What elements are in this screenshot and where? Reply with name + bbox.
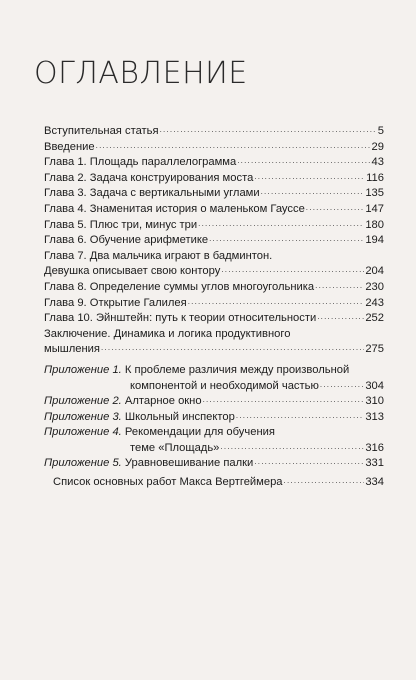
toc-entry-introduction[interactable]: Введение . . . 29 [44,140,384,156]
page-number: 252 [365,312,384,325]
page-number: 204 [365,265,384,278]
toc-entry-chapter-2[interactable]: Глава 2. Задача конструирования моста . . . 116 [44,171,384,187]
page-number: 230 [365,280,384,293]
toc-entry-chapter-7[interactable]: Глава 7. Два мальчика играют в бадминтон. Девушка описывает свою контору . . . 204 [44,249,384,280]
page-number: 316 [365,441,384,454]
toc-entry-chapter-3[interactable]: Глава 3. Задача с вертикальными углами . . . 135 [44,186,384,202]
page-number: 334 [365,476,384,489]
page-number: 331 [365,457,384,470]
toc-entry-appendix-1[interactable]: Приложение 1. К проблеме различия между произвольной компонентой и необходимой частью . . . 304 [44,363,384,394]
toc-entry-appendix-3[interactable]: Приложение 3. Школьный инспектор . . . 313 [44,410,384,426]
toc-entry-chapter-5[interactable]: Глава 5. Плюс три, минус три . . . 180 [44,218,384,234]
page-number: 135 [365,187,384,200]
page-number: 180 [365,218,384,231]
page-number: 147 [365,202,384,215]
toc-entry-chapter-4[interactable]: Глава 4. Знаменитая история о маленьком Гауссе . . . 147 [44,202,384,218]
toc-entry-conclusion[interactable]: Заключение. Динамика и логика продуктивного мышления . . . 275 [44,327,384,358]
page-number: 313 [365,410,384,423]
page-title: ОГЛАВЛЕНИЕ [34,56,248,91]
toc-entry-intro-article[interactable]: Вступительная статья . . . 5 [44,124,384,140]
toc-entry-appendix-5[interactable]: Приложение 5. Уравновешивание палки . . . 331 [44,456,384,472]
toc-entry-chapter-8[interactable]: Глава 8. Определение суммы углов многоугольника . . . 230 [44,280,384,296]
toc-entry-chapter-1[interactable]: Глава 1. Площадь параллелограмма . . . 43 [44,155,384,171]
page-number: 29 [371,140,384,153]
toc-entry-bibliography[interactable]: Список основных работ Макса Вертгеймера . . . 334 [44,475,384,491]
page-number: 43 [371,156,384,169]
toc-entry-appendix-4[interactable]: Приложение 4. Рекомендации для обучения теме «Площадь» . . . 316 [44,425,384,456]
page-number: 243 [365,296,384,309]
toc-entry-appendix-2[interactable]: Приложение 2. Алтарное окно . . . 310 [44,394,384,410]
page-number: 310 [365,395,384,408]
page-number: 275 [365,343,384,356]
page-number: 304 [365,379,384,392]
page-number: 5 [377,125,384,137]
toc-entry-chapter-9[interactable]: Глава 9. Открытие Галилея . . . 243 [44,296,384,312]
page-number: 116 [366,171,384,184]
page-number: 194 [365,234,384,247]
table-of-contents [44,124,384,491]
toc-entry-chapter-10[interactable]: Глава 10. Эйнштейн: путь к теории относительности . . . 252 [44,311,384,327]
toc-entry-chapter-6[interactable]: Глава 6. Обучение арифметике . . . 194 [44,233,384,249]
